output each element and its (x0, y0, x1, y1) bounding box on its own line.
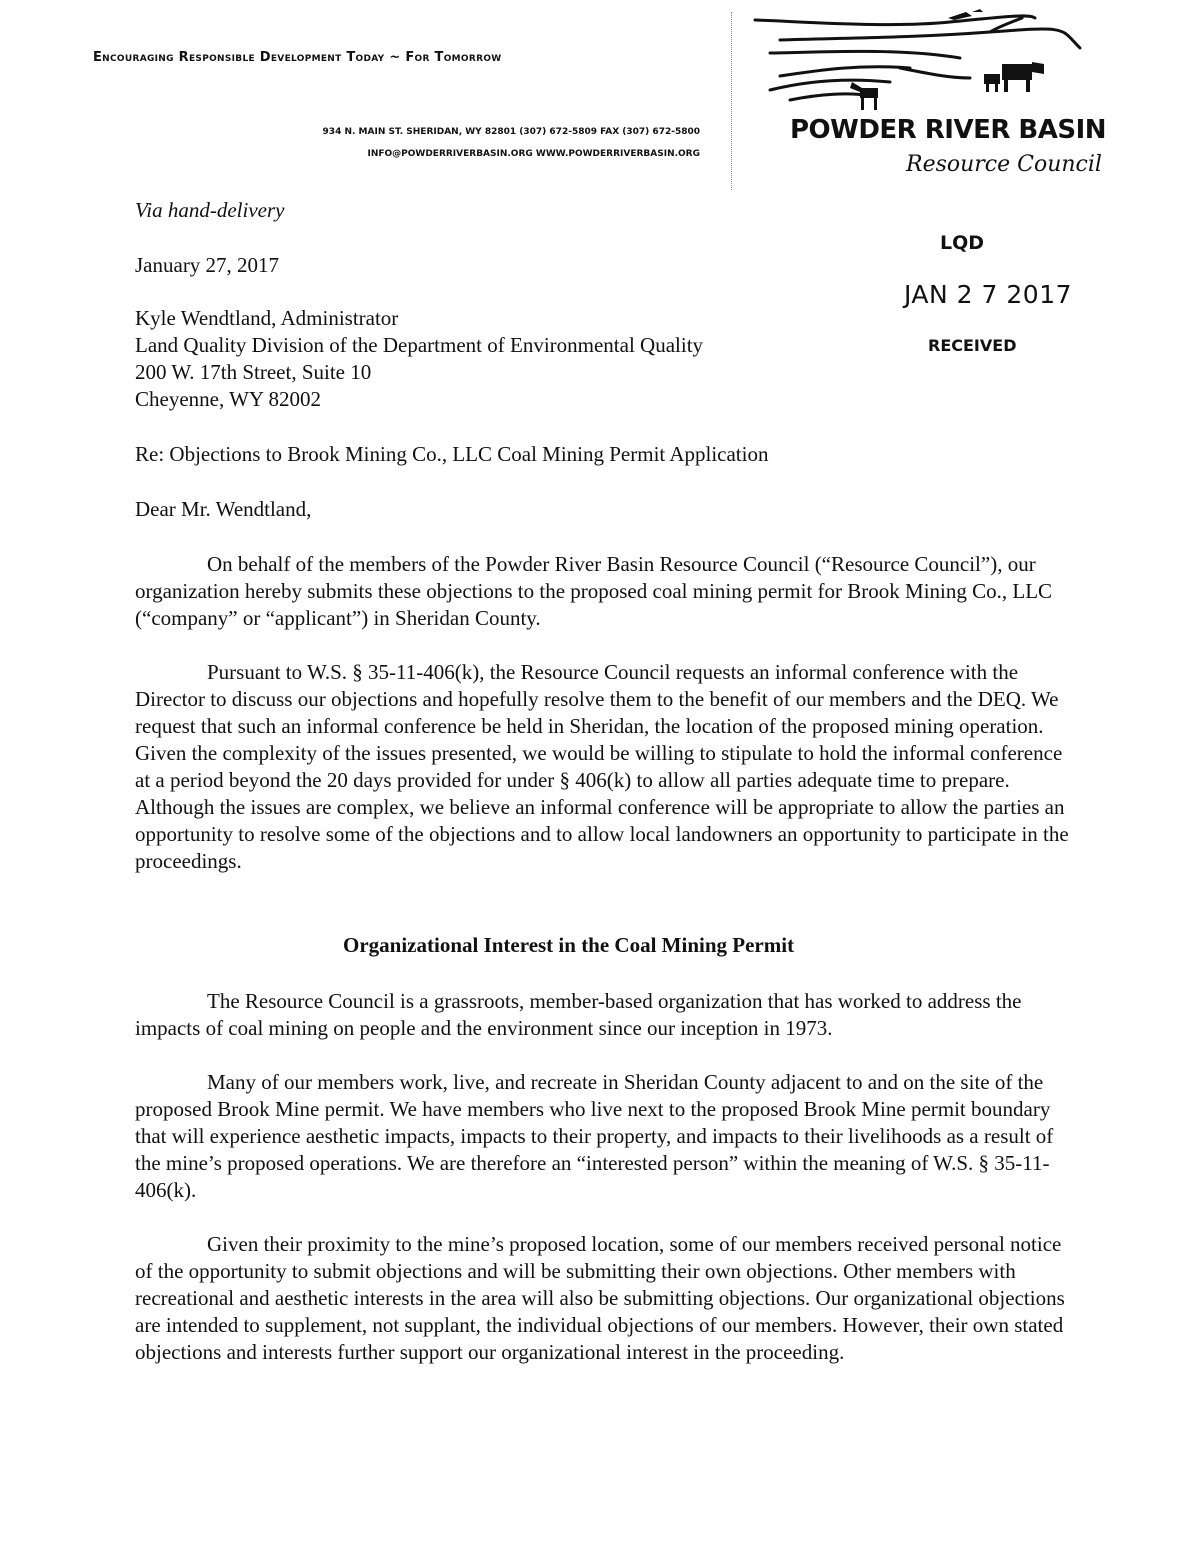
recipient-name: Kyle Wendtland, Administrator (135, 306, 399, 330)
salutation: Dear Mr. Wendtland, (135, 497, 312, 521)
recipient-division: Land Quality Division of the Department of Environmental Quality (135, 333, 704, 357)
recipient-city: Cheyenne, WY 82002 (135, 387, 322, 411)
letterhead-divider (731, 12, 732, 190)
letter-date: January 27, 2017 (135, 253, 280, 277)
stamp-status: RECEIVED (928, 336, 1017, 355)
body-paragraph: Pursuant to W.S. § 35-11-406(k), the Resource Council requests an informal conference with the Director to discuss our objections and hopefully resolve them to the benefit of our members and the DEQ. We request that such an informal conference be held in Sheridan, the location of the proposed mining operation. Given the complexity of the issues presented, we would be willing to stipulate to hold the informal conference at a period beyond the 20 days provided for under § 406(k) to allow all parties adequate time to prepare. Although the issues are complex, we believe an informal conference will be appropriate to allow the parties an opportunity to resolve some of the objections and to allow local landowners an opportunity to participate in the proceedings. (135, 660, 1069, 873)
stamp-division: LQD (940, 232, 985, 254)
letter-subject: Re: Objections to Brook Mining Co., LLC Coal Mining Permit Application (135, 442, 769, 466)
body-paragraph: Many of our members work, live, and recreate in Sheridan County adjacent to and on the site of the proposed Brook Mine permit. We have members who live next to the proposed Brook Mine permit boundary that will experience aesthetic impacts, impacts to their property, and impacts to their livelihoods as a result of the mine’s proposed operations. We are therefore an “interested person” within the meaning of W.S. § 35-11-406(k). (135, 1070, 1054, 1202)
recipient-street: 200 W. 17th Street, Suite 10 (135, 360, 372, 384)
delivery-method: Via hand-delivery (135, 198, 285, 222)
body-paragraph: Given their proximity to the mine’s proposed location, some of our members received personal notice of the opportunity to submit objections and will be submitting their own objections. Other members with recreational and aesthetic interests in the area will also be submitting objections. Our organizational objections are intended to supplement, not supplant, the individual objections of our members. However, their own stated objections and interests further support our organizational interest in the proceeding. (135, 1232, 1065, 1364)
body-paragraph: The Resource Council is a grassroots, member-based organization that has worked to address the impacts of coal mining on people and the environment since our inception in 1973. (135, 989, 1022, 1040)
letterhead-contact: INFO@POWDERRIVERBASIN.ORG WWW.POWDERRIVERBASIN.ORG (367, 149, 700, 159)
section-heading: Organizational Interest in the Coal Mining Permit (343, 933, 795, 957)
body-paragraph: On behalf of the members of the Powder River Basin Resource Council (“Resource Council”), our organization hereby submits these objections to the proposed coal mining permit for Brook Mining Co., LLC (“company” or “applicant”) in Sheridan County. (135, 552, 1053, 630)
stamp-date: JAN 2 7 2017 (904, 280, 1073, 309)
landscape-with-cattle-logo-icon (750, 8, 1090, 118)
letterhead-address: 934 N. MAIN ST. SHERIDAN, WY 82801 (307) 672-5809 FAX (307) 672-5800 (322, 127, 700, 137)
org-name: POWDER RIVER BASIN (790, 115, 1106, 145)
letterhead-tagline: Encouraging Responsible Development Today ~ For Tomorrow (93, 50, 502, 65)
org-subtitle: Resource Council (906, 152, 1102, 177)
